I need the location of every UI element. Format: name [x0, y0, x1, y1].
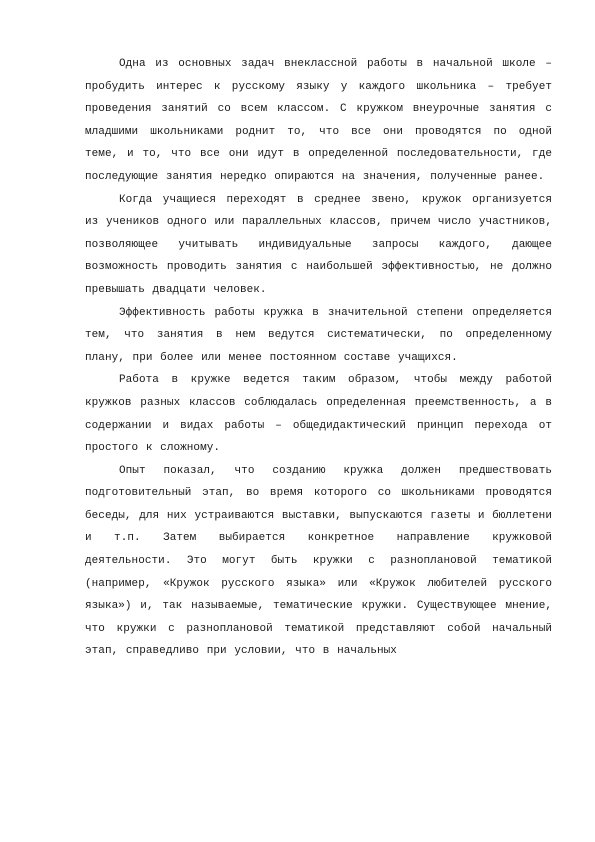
paragraph-5: Опыт показал, что созданию кружка должен предшествовать подготовительный этап, во время которого со школьниками проводятся беседы, для них устраиваются выставки, выпускаются газеты и бюллетени и т.п. Затем выбирается конкретное направление кружковой деятельности. Это могут быть кружки с разноплановой тематикой (например, «Кружок русского языка» или «Кружок любителей русского языка») и, так называемые, тематические кружки. Существующее мнение, что кружки с разноплановой тематикой представляют собой начальный этап, справедливо при условии, что в начальных [85, 464, 552, 658]
paragraph-4: Работа в кружке ведется таким образом, чтобы между работой кружков разных классов соблюдалась определенная преемственность, а в содержании и видах работы – общедидактический принцип перехода от простого к сложному. [85, 374, 552, 455]
paragraph-1: Одна из основных задач внеклассной работы в начальной школе – пробудить интерес к русскому языку у каждого школьника – требует проведения занятий со всем классом. С кружком внеурочные занятия с младшими школьниками роднит то, что все они проводятся по одной теме, и то, что все они идут в определенной последовательности, где последующие занятия нередко опираются на значения, полученные ранее. [85, 58, 552, 183]
paragraph-2: Когда учащиеся переходят в среднее звено, кружок организуется из учеников одного или параллельных классов, причем число участников, позволяющее учитывать индивидуальные запросы каждого, дающее возможность проводить занятия с наибольшей эффективностью, не должно превышать двадцати человек. [85, 193, 552, 296]
document-body [85, 53, 552, 663]
paragraph-3: Эффективность работы кружка в значительной степени определяется тем, что занятия в нем ведутся систематически, по определенному плану, при более или менее постоянном составе учащихся. [85, 306, 552, 364]
